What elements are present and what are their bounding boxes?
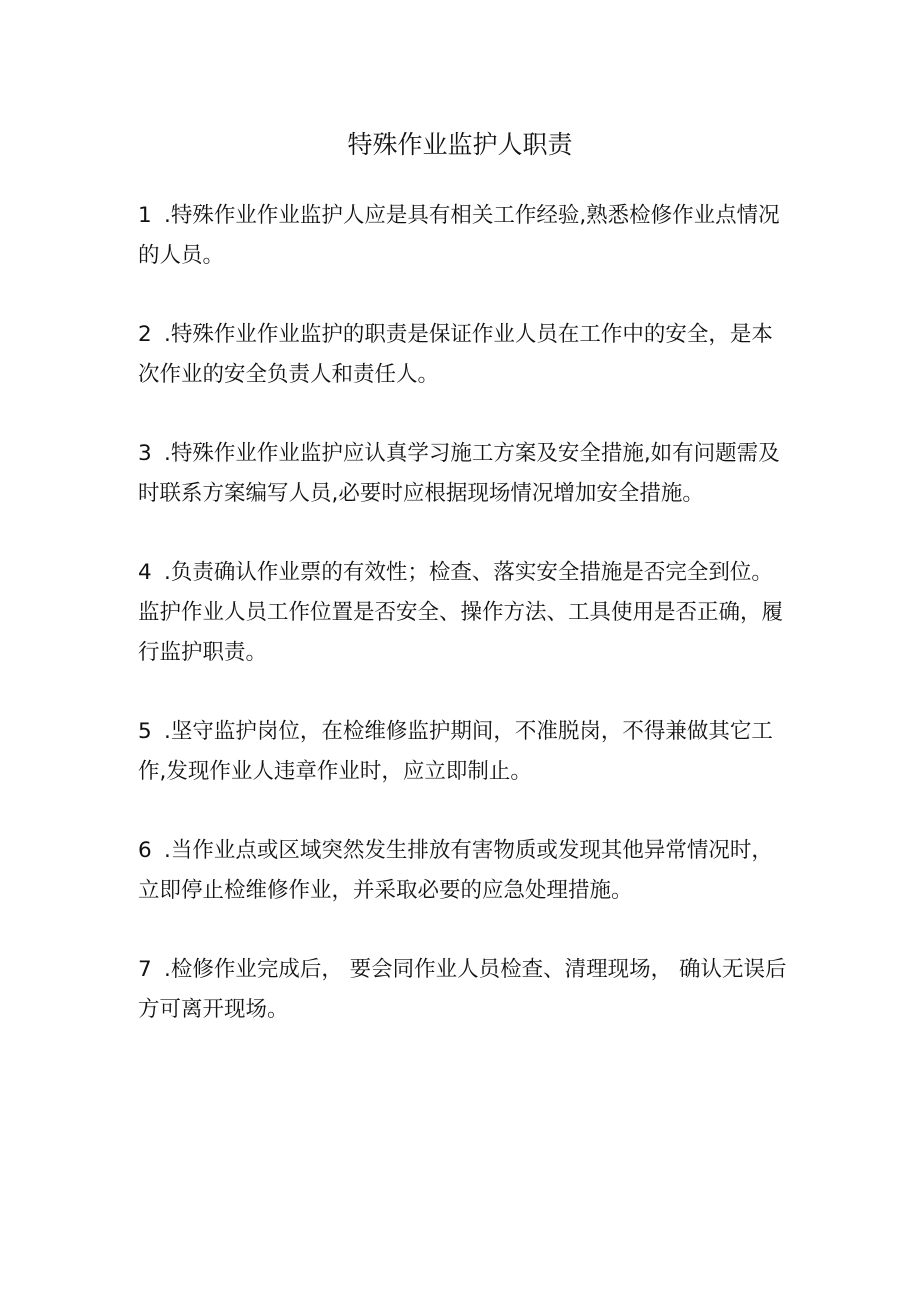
clause-text: .特殊作业作业监护人应是具有相关工作经验,熟悉检修作业点情况的人员。 (138, 203, 780, 268)
duty-clause-2 (138, 315, 788, 395)
clause-text: .负责确认作业票的有效性；检查、落实安全措施是否完全到位。监护作业人员工作位置是否安全、操作方法、工具使用是否正确，履行监护职责。 (138, 560, 784, 665)
page-title: 特殊作业监护人职责 (347, 130, 573, 159)
clause-number: 6 (138, 838, 152, 863)
duty-clause-1 (138, 196, 788, 276)
clause-text: .特殊作业作业监护应认真学习施工方案及安全措施,如有问题需及时联系方案编写人员,必要时应根据现场情况增加安全措施。 (138, 441, 780, 506)
clause-text: .检修作业完成后， 要会同作业人员检查、清理现场， 确认无误后方可离开现场。 (138, 957, 787, 1022)
clause-number: 7 (138, 957, 152, 982)
duty-clause-7 (138, 950, 788, 1030)
duty-clause-4 (138, 553, 788, 673)
clause-number: 3 (138, 441, 152, 466)
duty-clause-5 (138, 712, 788, 792)
clause-number: 5 (138, 719, 152, 744)
duty-clause-3 (138, 434, 788, 514)
clause-number: 4 (138, 560, 152, 585)
clause-text: .坚守监护岗位，在检维修监护期间，不准脱岗，不得兼做其它工作,发现作业人违章作业时，应立即制止。 (138, 719, 773, 784)
clause-number: 1 (138, 203, 152, 228)
clause-number: 2 (138, 322, 152, 347)
duty-clause-6 (138, 831, 788, 911)
clause-text: .当作业点或区域突然发生排放有害物质或发现其他异常情况时，立即停止检维修作业，并采取必要的应急处理措施。 (138, 838, 773, 903)
duty-clause-list (138, 196, 788, 1069)
clause-text: .特殊作业作业监护的职责是保证作业人员在工作中的安全，是本次作业的安全负责人和责任人。 (138, 322, 773, 387)
